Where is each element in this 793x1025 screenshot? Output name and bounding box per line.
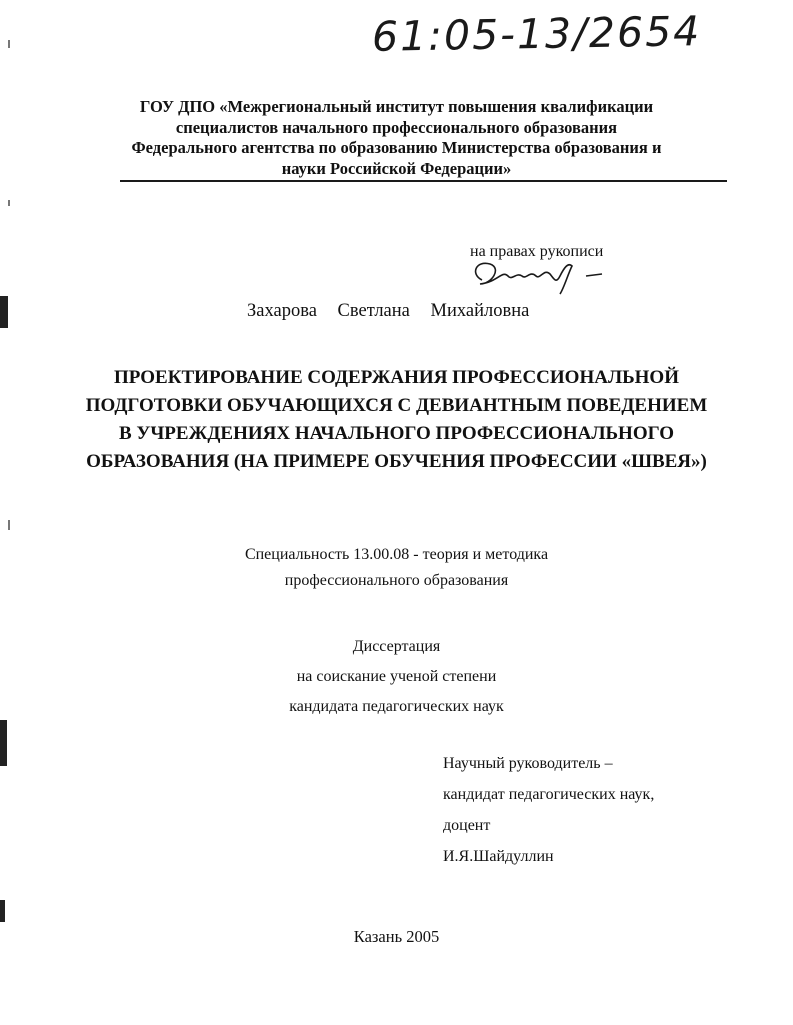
author-signature bbox=[468, 254, 608, 296]
scan-margin-mark bbox=[0, 900, 5, 922]
supervisor-line: Научный руководитель – bbox=[443, 755, 613, 772]
supervisor-line: кандидат педагогических наук, bbox=[443, 786, 655, 803]
title-line: ПРОЕКТИРОВАНИЕ СОДЕРЖАНИЯ ПРОФЕССИОНАЛЬНОЙ bbox=[113, 367, 679, 388]
degree-line: кандидата педагогических наук bbox=[289, 698, 504, 715]
author-name: Захарова Светлана Михайловна bbox=[247, 301, 530, 321]
scan-margin-mark bbox=[8, 40, 10, 48]
archive-number: 61:05-13/2654 bbox=[371, 7, 702, 61]
organization-header bbox=[0, 97, 793, 179]
place-year: Казань 2005 bbox=[353, 927, 440, 946]
title-line: ПОДГОТОВКИ ОБУЧАЮЩИХСЯ С ДЕВИАНТНЫМ ПОВЕДЕНИЕМ bbox=[85, 395, 708, 416]
title-line: В УЧРЕЖДЕНИЯХ НАЧАЛЬНОГО ПРОФЕССИОНАЛЬНОГО bbox=[118, 423, 675, 444]
supervisor-line: И.Я.Шайдуллин bbox=[443, 848, 554, 865]
organization-line: специалистов начального профессионального образования bbox=[175, 117, 618, 137]
organization-line: ГОУ ДПО «Межрегиональный институт повышения квалификации bbox=[139, 97, 654, 116]
degree-block bbox=[0, 632, 793, 722]
scan-margin-mark bbox=[0, 720, 7, 766]
scan-margin-mark bbox=[8, 200, 10, 206]
manuscript-note: на правах рукописи bbox=[470, 243, 604, 260]
scan-margin-mark bbox=[8, 520, 10, 530]
scan-margin-mark bbox=[0, 296, 8, 328]
organization-line: науки Российской Федерации» bbox=[281, 158, 512, 178]
title-line: ОБРАЗОВАНИЯ (НА ПРИМЕРЕ ОБУЧЕНИЯ ПРОФЕССИИ «ШВЕЯ») bbox=[86, 451, 707, 472]
degree-line: на соискание ученой степени bbox=[296, 668, 497, 685]
specialty-line: профессионального образования bbox=[284, 572, 509, 589]
specialty-line: Специальность 13.00.08 - теория и методика bbox=[244, 546, 549, 563]
header-divider bbox=[120, 180, 727, 182]
degree-line: Диссертация bbox=[352, 638, 441, 655]
dissertation-title bbox=[0, 364, 793, 476]
supervisor-block bbox=[443, 748, 654, 872]
organization-line: Федерального агентства по образованию Министерства образования и bbox=[131, 138, 662, 157]
specialty-block bbox=[0, 542, 793, 594]
supervisor-line: доцент bbox=[443, 817, 491, 834]
